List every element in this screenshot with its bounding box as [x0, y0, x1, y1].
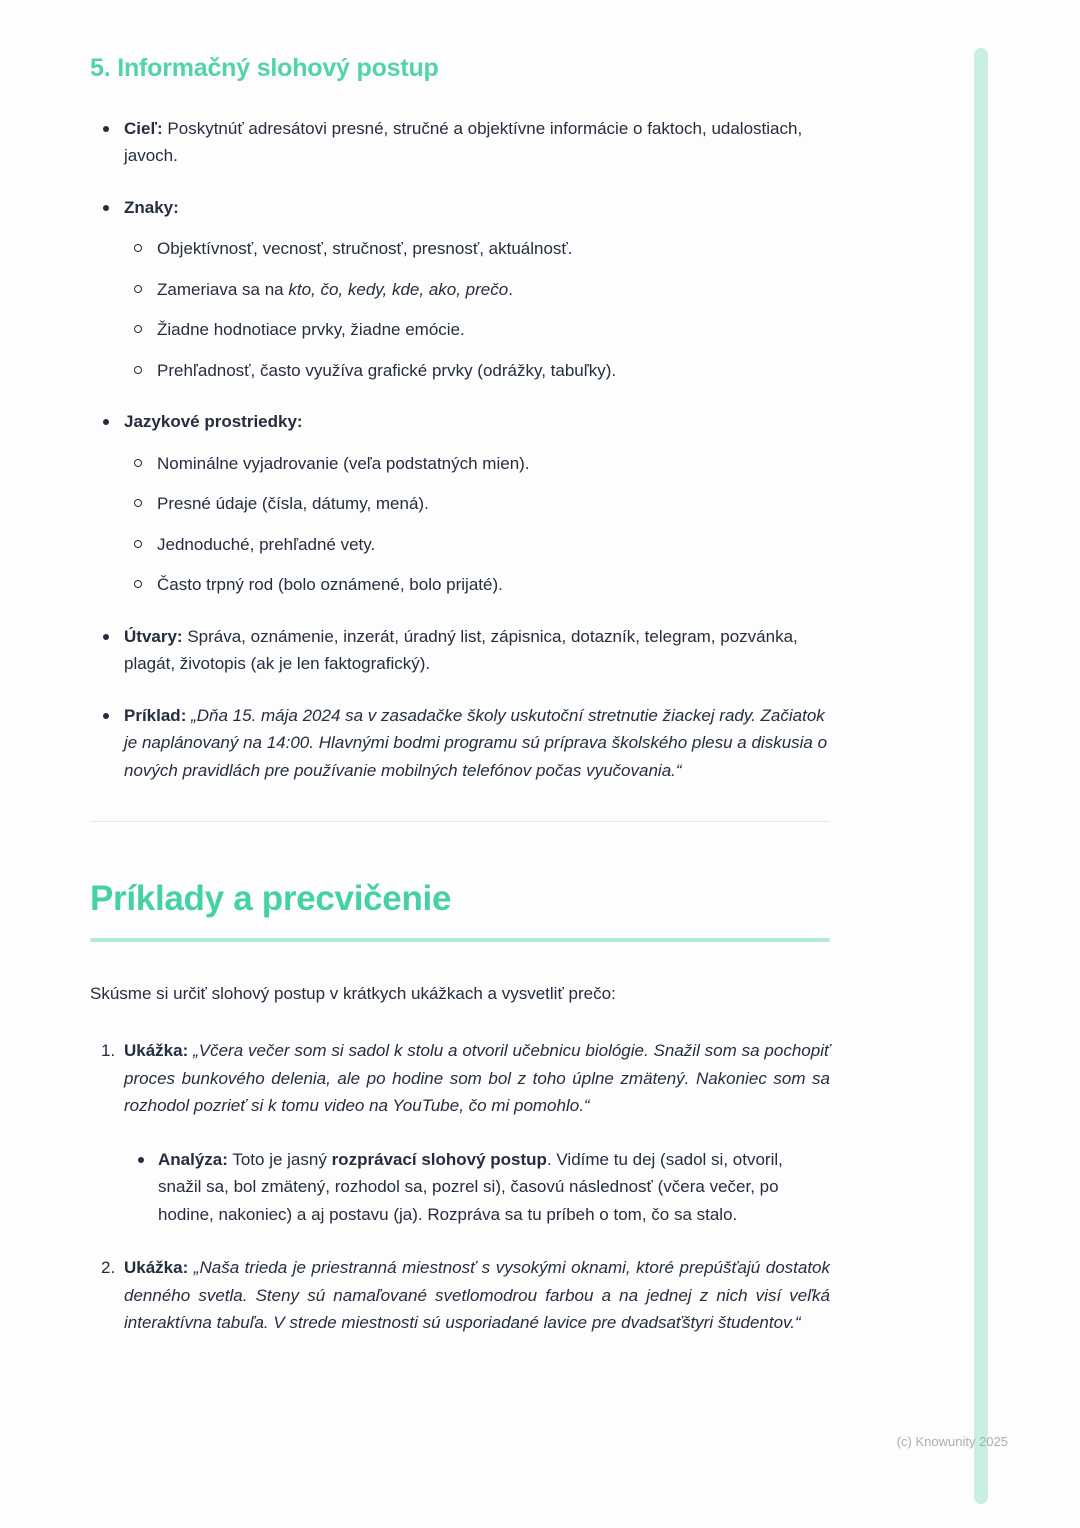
- section-divider: [90, 821, 830, 822]
- right-accent-bar: [974, 48, 988, 1504]
- item-body: [124, 1254, 830, 1337]
- sub-bullet-italic: kto, čo, kedy, kde, ako, prečo: [288, 279, 509, 299]
- item-label: Ukážka:: [124, 1258, 189, 1278]
- item-number: 2.: [101, 1258, 116, 1278]
- bullet-text: Poskytnúť adresátovi presné, stručné a objektívne informácie o faktoch, udalostiach, javoch.: [124, 118, 803, 166]
- bullet-label: Znaky:: [124, 197, 179, 217]
- znaky-sublist: [124, 235, 830, 384]
- analysis-list: [124, 1146, 830, 1229]
- practice-item-2: [90, 1254, 830, 1337]
- sub-bullet-text: Presné údaje (čísla, dátumy, mená).: [157, 494, 429, 514]
- item-body: [124, 1037, 830, 1228]
- sub-bullet: [124, 490, 830, 518]
- item-label: Ukážka:: [124, 1041, 189, 1061]
- item-number: 1.: [101, 1041, 116, 1061]
- document-content: [90, 52, 830, 1363]
- sub-bullet: [124, 571, 830, 599]
- bullet-ciel: [90, 115, 830, 170]
- sub-bullet: [124, 450, 830, 478]
- item-quote: „Včera večer som si sadol k stolu a otvoril učebnicu biológie. Snažil som sa pochopiť proces bunkového delenia, ale po hodine som bol z toho úplne zmätený. Nakoniec som sa rozhodol pozrieť si k tomu video na YouTube, čo mi pomohlo.“: [124, 1041, 830, 1116]
- analysis-item: [124, 1146, 830, 1229]
- sub-bullet-text: Jednoduché, prehľadné vety.: [157, 534, 376, 554]
- bullet-utvary: [90, 623, 830, 678]
- item-quote-paragraph: [124, 1254, 830, 1337]
- sub-bullet: [124, 316, 830, 344]
- jazykove-sublist: [124, 450, 830, 599]
- sub-bullet-text: Objektívnosť, vecnosť, stručnosť, presnosť, aktuálnosť.: [157, 239, 573, 259]
- practice-heading: Príklady a precvičenie: [90, 878, 452, 918]
- bullet-label: Útvary:: [124, 626, 183, 646]
- sub-bullet-text: Žiadne hodnotiace prvky, žiadne emócie.: [157, 320, 465, 340]
- analysis-text: . Vidíme tu dej (sadol si, otvoril, snažil sa, bol zmätený, rozhodol sa, pozrel si), časovú následnosť (včera večer, po hodine, nakoniec) a aj postavu (ja). Rozpráva sa tu príbeh o tom, čo sa stalo.: [158, 1149, 783, 1224]
- analysis-text: Toto je jasný: [227, 1149, 332, 1169]
- heading-underline: [90, 938, 830, 942]
- bullet-label: Cieľ:: [124, 118, 163, 138]
- practice-list: [90, 1037, 830, 1337]
- sub-bullet: [124, 531, 830, 559]
- sub-bullet-text: Často trpný rod (bolo oznámené, bolo prijaté).: [157, 575, 503, 595]
- item-quote-paragraph: [124, 1037, 830, 1120]
- bullet-label: Príklad:: [124, 705, 187, 725]
- bullet-quote: „Dňa 15. mája 2024 sa v zasadačke školy uskutoční stretnutie žiackej rady. Začiatok je naplánovaný na 14:00. Hlavnými bodmi programu sú príprava školského plesu a diskusia o nových pravidlách pre používanie mobilných telefónov počas vyučovania.“: [124, 705, 828, 780]
- bullet-priklad: [90, 702, 830, 785]
- practice-item-1: [90, 1037, 830, 1228]
- section-bullet-list: [90, 115, 830, 785]
- section-heading: 5. Informačný slohový postup: [90, 54, 439, 82]
- sub-bullet-text: .: [508, 279, 513, 299]
- bullet-label: Jazykové prostriedky:: [124, 412, 303, 432]
- analysis-label: Analýza:: [158, 1149, 228, 1169]
- sub-bullet: [124, 276, 830, 304]
- bullet-znaky: [90, 194, 830, 385]
- bullet-text: Správa, oznámenie, inzerát, úradný list, zápisnica, dotazník, telegram, pozvánka, plagát, životopis (ak je len faktografický).: [124, 626, 798, 674]
- practice-intro: Skúsme si určiť slohový postup v krátkych ukážkach a vysvetliť prečo:: [90, 983, 616, 1003]
- sub-bullet-text: Prehľadnosť, často využíva grafické prvky (odrážky, tabuľky).: [157, 360, 617, 380]
- sub-bullet-text: Nominálne vyjadrovanie (veľa podstatných mien).: [157, 453, 530, 473]
- sub-bullet: [124, 235, 830, 263]
- sub-bullet: [124, 357, 830, 385]
- bullet-jazykove-prostriedky: [90, 408, 830, 599]
- analysis-bold-term: rozprávací slohový postup: [331, 1149, 547, 1169]
- item-quote: „Naša trieda je priestranná miestnosť s vysokými oknami, ktoré prepúšťajú dostatok denného svetla. Steny sú namaľované svetlomodrou farbou a na jednej z nich visí veľká interaktívna tabuľa. V strede miestnosti sú usporiadané lavice pre dvadsaťštyri študentov.“: [124, 1258, 830, 1333]
- copyright-footer: (c) Knowunity 2025: [896, 1434, 1008, 1449]
- sub-bullet-text: Zameriava sa na: [157, 279, 289, 299]
